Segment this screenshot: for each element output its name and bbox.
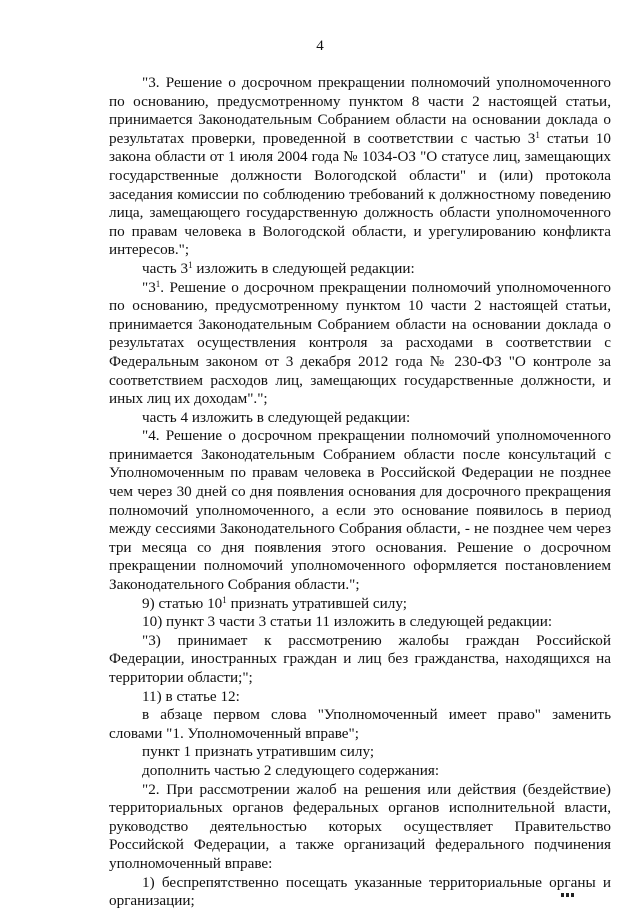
paragraph-text: часть 4 изложить в следующей редакции: xyxy=(142,408,411,426)
paragraph-text: "4. Решение о досрочном прекращении полномочий уполномоченного принимается Законодательным Собранием области после консультаций с Уполномоченным по правам человека в Российской Федерации не позднее чем через 30 дней со дня появления основания для досрочного прекращения полномочий уполномоченного, а если это основание появилось в период между сессиями Законодательного Собрания области, - не позднее чем через три месяца со дня появления этого основания. Решение о досрочном прекращении полномочий уполномоченного оформляется постановлением Законодательного Собрания области."; xyxy=(109,427,611,594)
document-paragraph xyxy=(109,427,611,594)
document-paragraph xyxy=(109,706,611,743)
paragraph-text: 1) беспрепятственно посещать указанные территориальные органы и организации; xyxy=(109,873,611,910)
paragraph-text: дополнить частью 2 следующего содержания: xyxy=(142,761,440,779)
page-number: 4 xyxy=(316,38,324,54)
document-paragraph xyxy=(109,688,611,707)
document-paragraph xyxy=(109,762,611,781)
superscript-index: 1 xyxy=(535,129,540,140)
paragraph-text: "2. При рассмотрении жалоб на решения или действия (бездействие) территориальных органов федеральных органов исполнительной власти, руководство деятельностью которых осуществляет Правительство Российской Федерации, а также организаций федерального подчинения уполномоченный вправе: xyxy=(109,780,611,872)
document-paragraph xyxy=(109,874,611,911)
document-body xyxy=(109,74,611,911)
paragraph-text: "3 xyxy=(142,278,156,296)
paragraph-text: "3) принимает к рассмотрению жалобы граждан Российской Федерации, иностранных граждан и лиц без гражданства, находящихся на территории области;"; xyxy=(109,631,611,686)
document-paragraph xyxy=(109,279,611,409)
paragraph-text: . Решение о досрочном прекращении полномочий уполномоченного по основанию, предусмотренному пунктом 10 части 2 настоящей статьи, принимается Законодательным Собранием области на основании доклада о результатах осуществления контроля за расходами в соответствии с Федеральным законом от 3 декабря 2012 года № 230-ФЗ "О контроле за соответствием расходов лиц, замещающих государственные должности, и иных лиц их доходам"."; xyxy=(109,278,611,408)
paragraph-text: в абзаце первом слова "Уполномоченный имеет право" заменить словами "1. Уполномоченный вправе"; xyxy=(109,706,611,742)
document-paragraph xyxy=(109,613,611,632)
paragraph-text: статьи 10 закона области от 1 июля 2004 года № 1034-ОЗ "О статусе лиц, замещающих государственные должности Вологодской области" и (или) протокола заседания комиссии по соблюдению требований к должностному поведению лица, замещающего государственную должность области уполномоченного по правам человека в Вологодской области, и урегулированию конфликта интересов."; xyxy=(109,129,611,259)
superscript-index: 1 xyxy=(222,594,227,605)
paragraph-text: признать утратившей силу; xyxy=(226,594,407,612)
paragraph-text: 11) в статье 12: xyxy=(142,687,240,705)
document-paragraph xyxy=(109,260,611,279)
superscript-index: 1 xyxy=(155,278,161,289)
superscript-index: 1 xyxy=(188,259,193,270)
document-paragraph xyxy=(109,74,611,260)
document-paragraph xyxy=(109,409,611,428)
paragraph-text: изложить в следующей редакции: xyxy=(192,259,415,277)
paragraph-text: 10) пункт 3 части 3 статьи 11 изложить в следующей редакции: xyxy=(142,613,553,631)
document-paragraph xyxy=(109,743,611,762)
document-paragraph xyxy=(109,595,611,614)
paragraph-text: часть 3 xyxy=(142,259,189,277)
document-paragraph xyxy=(109,781,611,874)
paragraph-text: 9) статью 10 xyxy=(142,594,223,612)
paragraph-text: "3. Решение о досрочном прекращении полномочий уполномоченного по основанию, предусмотренному пунктом 8 части 2 настоящей статьи, принимается Законодательным Собранием области на основании доклада о результатах проверки, проведенной в соответствии с частью 3 xyxy=(109,74,611,147)
document-paragraph xyxy=(109,632,611,688)
paragraph-text: пункт 1 признать утратившим силу; xyxy=(142,743,375,761)
scan-corner-mark xyxy=(561,893,575,897)
